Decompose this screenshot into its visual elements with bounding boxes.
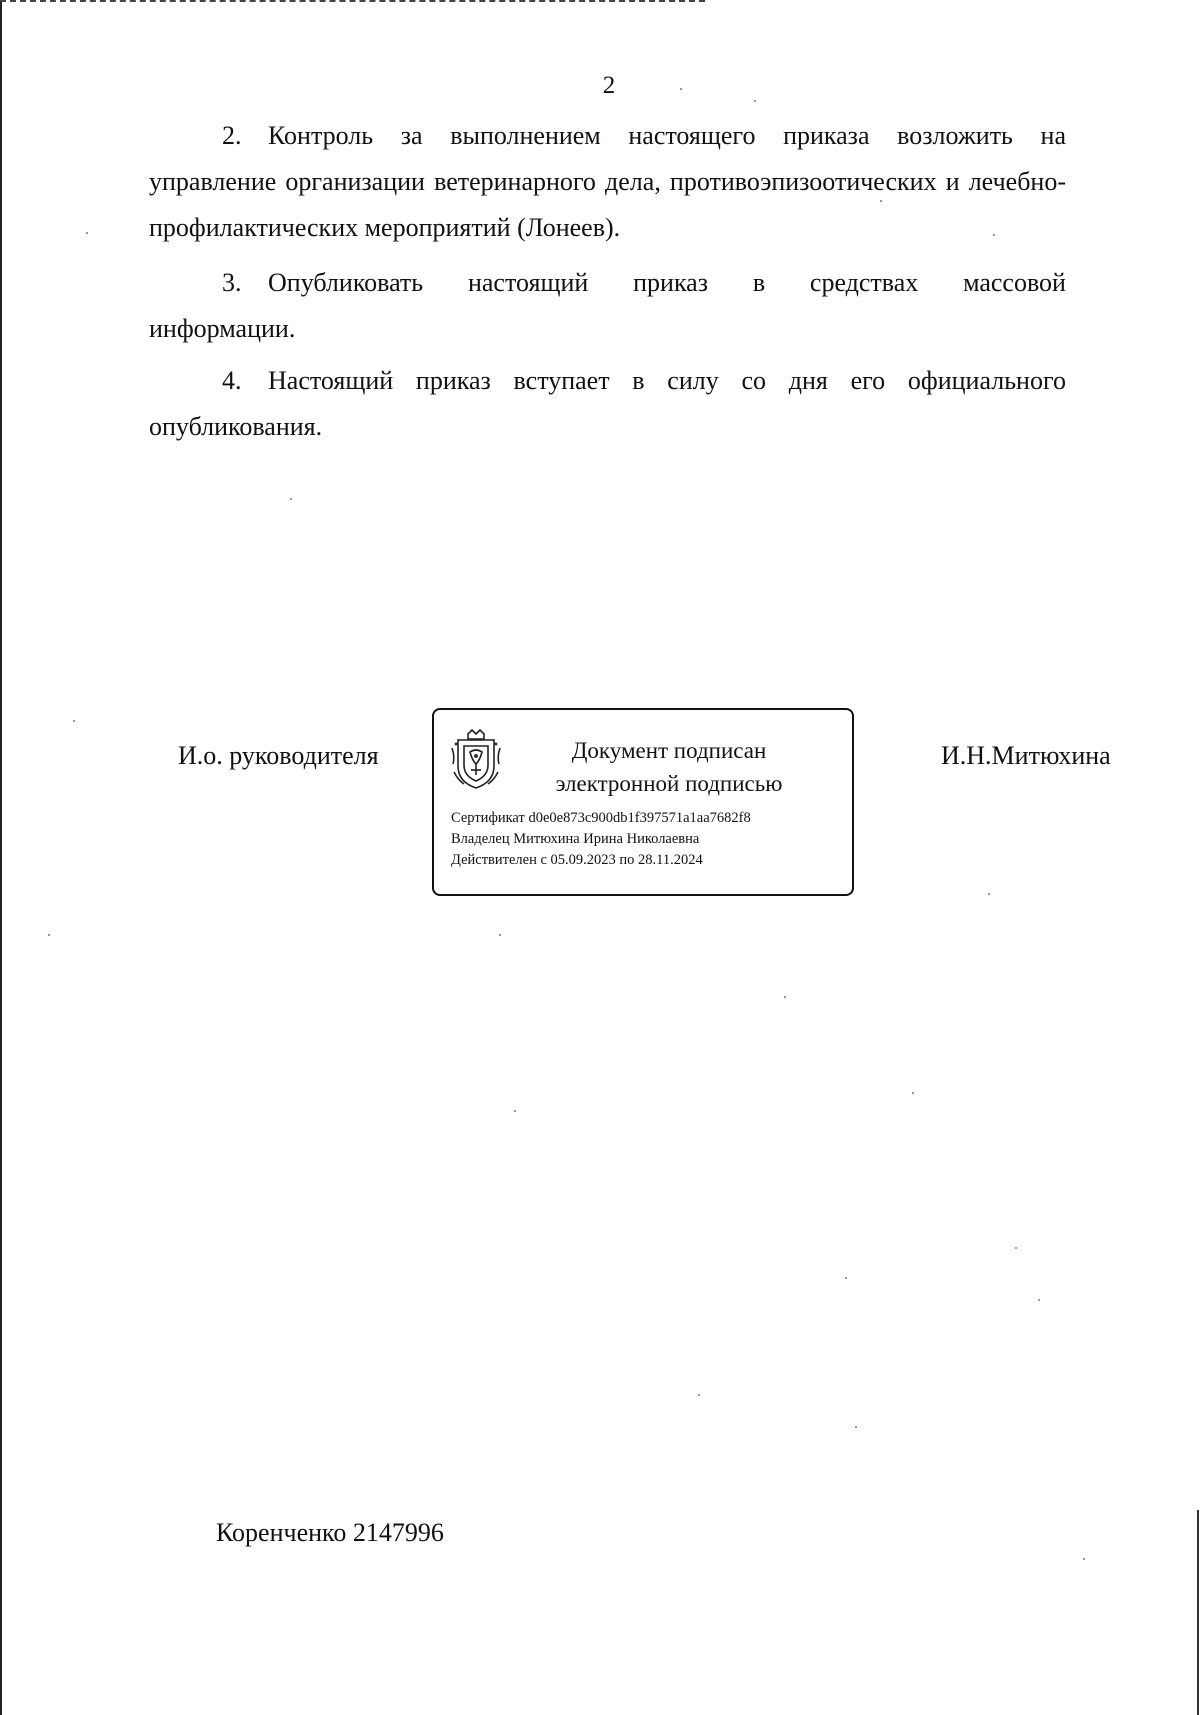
scan-speck (993, 234, 995, 236)
paragraph-4-text: Настоящий приказ вступает в силу со дня его официального опубликования. (149, 366, 1066, 441)
paragraph-3-word: массовой (963, 268, 1066, 297)
scan-speck (855, 1426, 857, 1428)
stamp-owner: Владелец Митюхина Ирина Николаевна (451, 831, 700, 847)
paragraph-3-word: Опубликовать (268, 268, 424, 297)
paragraph-4 (149, 358, 1066, 450)
scan-speck (290, 498, 292, 500)
scan-speck (514, 1110, 516, 1112)
paragraph-2-text: Контроль за выполнением настоящего приказа возложить на управление организации ветеринарного дела, противоэпизоотических и лечебно-профилактических мероприятий (Лонеев). (149, 121, 1066, 242)
scan-speck (698, 1394, 700, 1396)
paragraph-3-word: приказ (633, 268, 708, 297)
scan-speck (1038, 1299, 1040, 1301)
paragraph-3-number: 3. (222, 268, 242, 297)
scan-speck (1083, 1558, 1085, 1560)
scan-speck (912, 1092, 914, 1094)
scan-edge-right (1197, 1510, 1199, 1715)
coat-of-arms-icon (450, 728, 502, 792)
signer-title: И.о. руководителя (178, 741, 379, 770)
paragraph-2-number: 2. (222, 121, 242, 150)
stamp-heading-line: Документ подписан (571, 738, 767, 763)
paragraph-4-number: 4. (222, 366, 242, 395)
scan-speck (48, 934, 50, 936)
scan-speck (845, 1277, 847, 1279)
signer-name: И.Н.Митюхина (941, 741, 1111, 770)
stamp-details (451, 808, 751, 871)
paragraph-3-first-line (149, 260, 1066, 306)
scan-speck (988, 893, 990, 895)
scan-speck (754, 100, 756, 102)
paragraph-3-lead (149, 260, 423, 306)
paragraph-3-word: средствах (809, 268, 919, 297)
scan-speck (880, 200, 882, 202)
paragraph-2 (149, 113, 1066, 251)
footer-author: Коренченко 2147996 (216, 1518, 444, 1547)
scan-edge-top (0, 0, 705, 2)
paragraph-3-word: настоящий (467, 268, 589, 297)
stamp-certificate: Сертификат d0e0e873c900db1f397571a1aa7682f8 (451, 810, 751, 826)
scan-speck (73, 720, 75, 722)
paragraph-3-word: в (752, 268, 766, 297)
scan-speck (1015, 1247, 1017, 1249)
scan-edge-left (0, 0, 2, 1715)
stamp-heading (554, 734, 784, 800)
page-number: 2 (602, 72, 616, 99)
paragraph-3-continuation: информации. (149, 314, 296, 343)
stamp-heading-line: электронной подписью (555, 771, 783, 796)
electronic-signature-stamp (432, 708, 854, 896)
scan-speck (499, 934, 501, 936)
stamp-validity: Действителен с 05.09.2023 по 28.11.2024 (451, 852, 703, 868)
scan-speck (784, 996, 786, 998)
scan-speck (680, 88, 682, 90)
scan-speck (86, 232, 88, 234)
paragraph-3 (149, 260, 1066, 352)
